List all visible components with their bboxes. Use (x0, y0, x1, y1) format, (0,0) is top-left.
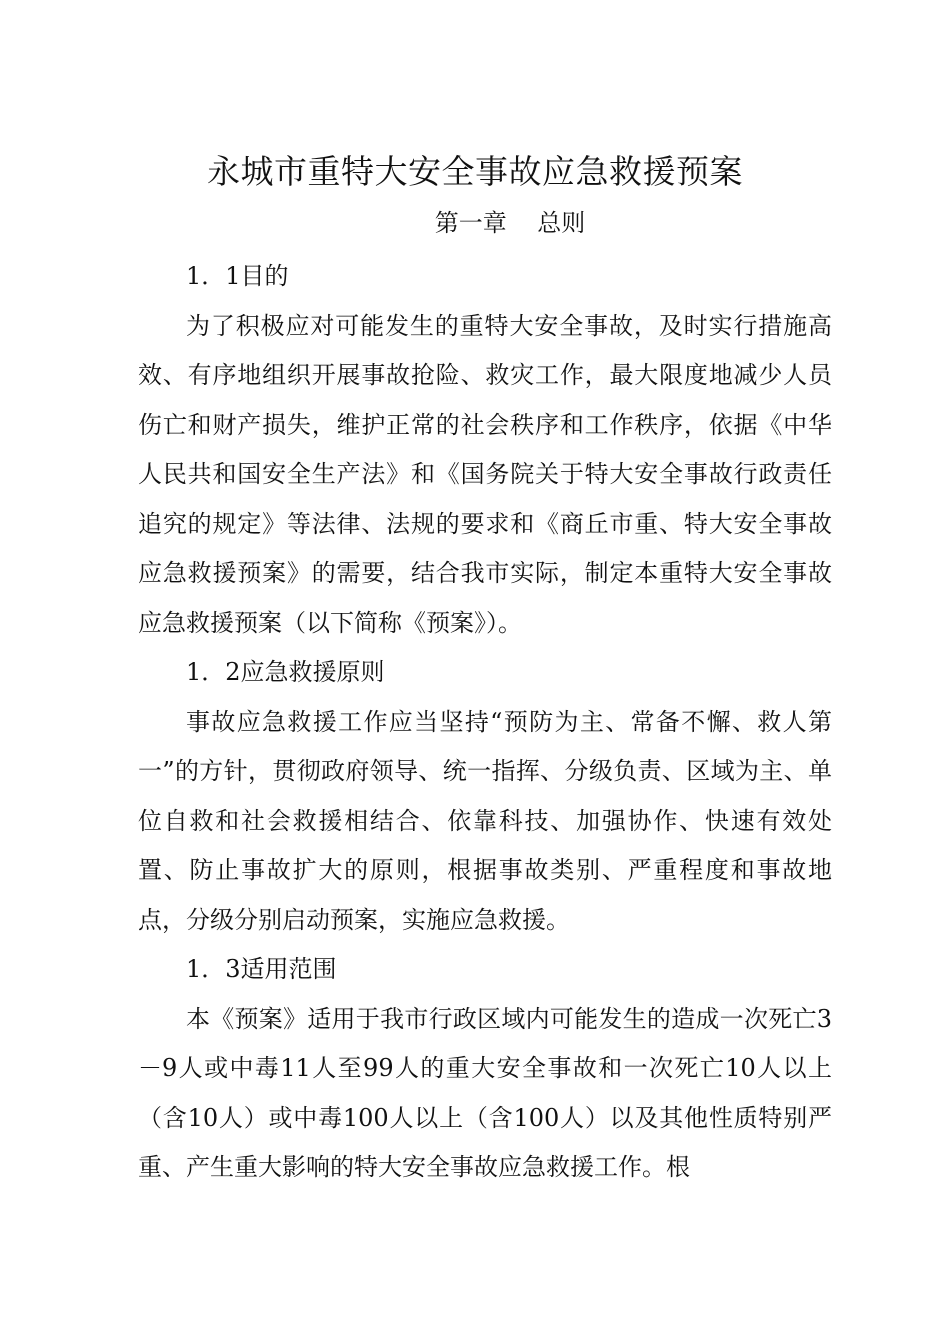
document-title: 永城市重特大安全事故应急救援预案 (207, 152, 743, 191)
section-heading-purpose: 1．1目的 (186, 262, 289, 290)
section-heading-principles: 1．2应急救援原则 (186, 658, 385, 686)
section-paragraph-scope: 本《预案》适用于我市行政区域内可能发生的造成一次死亡3－9人或中毒11人至99人的重大安全事故和一次死亡10人以上（含10人）或中毒100人以上（含100人）以及其他性质特别严重、产生重大影响的特大安全事故应急救援工作。根 (138, 1004, 832, 1181)
chapter-heading: 第一章 总则 (434, 209, 586, 237)
section-paragraph-purpose: 为了积极应对可能发生的重特大安全事故，及时实行措施高效、有序地组织开展事故抢险、救灾工作，最大限度地减少人员伤亡和财产损失，维护正常的社会秩序和工作秩序，依据《中华人民共和国安全生产法》和《国务院关于特大安全事故行政责任追究的规定》等法律、法规的要求和《商丘市重、特大安全事故应急救援预案》的需要，结合我市实际，制定本重特大安全事故应急救援预案（以下简称《预案》）。 (138, 311, 832, 637)
section-heading-scope: 1．3适用范围 (186, 955, 337, 983)
section-paragraph-principles: 事故应急救援工作应当坚持“预防为主、常备不懈、救人第一”的方针，贯彻政府领导、统一指挥、分级负责、区域为主、单位自救和社会救援相结合、依靠科技、加强协作、快速有效处置、防止事故扩大的原则，根据事故类别、严重程度和事故地点，分级分别启动预案，实施应急救援。 (138, 707, 832, 934)
document-body (138, 252, 832, 1193)
